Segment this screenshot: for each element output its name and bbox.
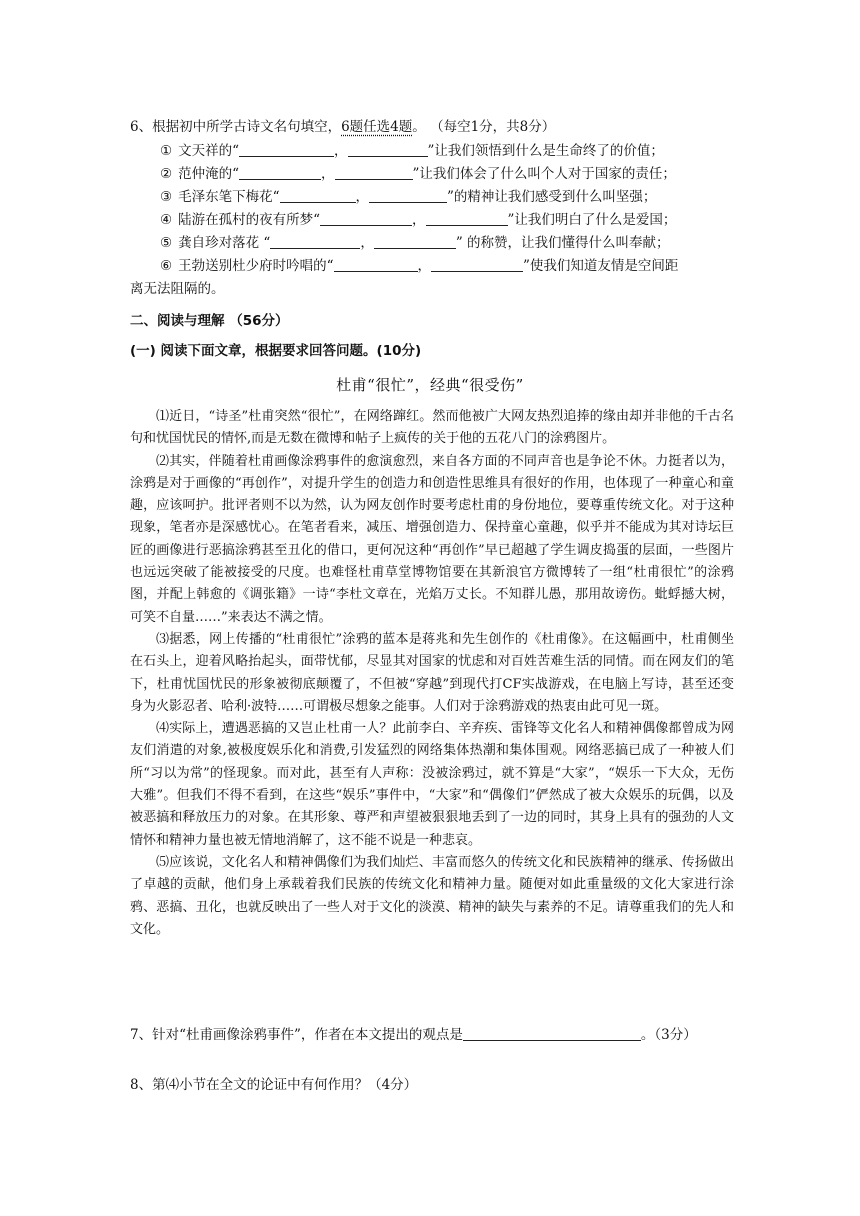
q6-item — [160, 163, 740, 186]
q6-item-continuation: 离无法阻隔的。 — [130, 281, 225, 297]
article-paragraph: ⑷实际上，遭遇恶搞的又岂止杜甫一人？此前李白、辛弃疾、雷锋等文化名人和精神偶像都曾成为网友们消遣的对象,被极度娱乐化和消费,引发猛烈的网络集体热潮和集体围观。网络恶搞已成了一种被人们所“习以为常”的怪现象。而对此，甚至有人声称：没被涂鸦过，就不算是“大家”，“娱乐一下大众，无伤大雅”。但我们不得不看到，在这些“娱乐”事件中，“大家”和“偶像们”俨然成了被大众娱乐的玩偶，以及被恶搞和释放压力的对象。在其形象、尊严和声望被狠狠地丢到了一边的同时，其身上具有的强劲的人文情怀和精神力量也被无情地消解了，这不能不说是一种悲哀。 — [130, 721, 734, 848]
article-paragraph: ⑴近日，“诗圣”杜甫突然“很忙”，在网络蹿红。然而他被广大网友热烈追捧的缘由却并非他的千古名句和忧国忧民的情怀,而是无数在微博和帖子上疯传的关于他的五花八门的涂鸦图片。 — [130, 409, 734, 447]
q6-item-after: ”的精神让我们感受到什么叫坚强； — [447, 189, 657, 205]
q6-item-mid: ， — [412, 212, 426, 228]
q6-item-mid: ， — [334, 143, 348, 159]
q6-item-after: ”使我们知道友情是空间距 — [523, 258, 679, 274]
q6-answer-blank[interactable] — [320, 210, 412, 226]
q6-item-before: 毛泽东笔下梅花“ — [178, 189, 280, 205]
q6-item — [160, 140, 740, 163]
q6-item-after: ”让我们领悟到什么是生命终了的价值； — [427, 143, 664, 159]
q6-answer-blank[interactable] — [348, 141, 428, 157]
q7-text: 7、针对“杜甫画像涂鸦事件”，作者在本文提出的观点是 — [130, 1027, 463, 1043]
article-body — [130, 406, 734, 941]
q6-item-after: ” 的称赞，让我们懂得什么叫奉献； — [455, 235, 670, 251]
q6-suffix: 。 （每空1分，共8分） — [412, 119, 556, 135]
q6-item-before: 龚自珍对落花 “ — [178, 235, 271, 251]
q6-item — [160, 255, 740, 278]
question-7 — [130, 1024, 730, 1047]
q6-item-number: ③ — [160, 189, 173, 205]
article-title: 杜甫“很忙”，经典“很受伤” — [336, 376, 524, 394]
article-paragraph: ⑵其实，伴随着杜甫画像涂鸦事件的愈演愈烈，来自各方面的不同声音也是争论不休。力挺者以为，涂鸦是对于画像的“再创作”，对提升学生的创造力和创造性思维具有很好的作用，也体现了一种童心和童趣，应该呵护。批评者则不以为然，认为网友创作时要考虑杜甫的身份地位，要尊重传统文化。对于这种现象，笔者亦是深感忧心。在笔者看来，减压、增强创造力、保持童心童趣，似乎并不能成为其对诗坛巨匠的画像进行恶搞涂鸦甚至丑化的借口，更何况这种“再创作”早已超越了学生调皮捣蛋的层面，一些图片也远远突破了能被接受的尺度。也难怪杜甫草堂博物馆要在其新浪官方微博转了一组“杜甫很忙”的涂鸦图，并配上韩愈的《调张籍》一诗“李杜文章在，光焰万丈长。不知群儿愚，那用故谤伤。蚍蜉撼大树，可笑不自量……”来表达不满之情。 — [130, 453, 734, 625]
q6-item — [160, 186, 740, 209]
q6-item-mid: ， — [417, 258, 432, 274]
q6-item-number: ⑤ — [160, 235, 173, 251]
article-paragraph: ⑶据悉，网上传播的“杜甫很忙”涂鸦的蓝本是蒋兆和先生创作的《杜甫像》。在这幅画中，杜甫侧坐在石头上，迎着风略抬起头，面带忧郁，尽显其对国家的忧虑和对百姓苦难生活的同情。而在网友们的笔下，杜甫忧国忧民的形象被彻底颠覆了，不但被“穿越”到现代打CF实战游戏，在电脑上写诗，甚至还变身为火影忍者、哈利·波特……可谓极尽想象之能事。人们对于涂鸦游戏的热衷由此可见一斑。 — [130, 631, 734, 714]
q6-item-before: 范仲淹的“ — [178, 166, 240, 182]
q6-dotted-instruction: 6题任选4题 — [341, 119, 413, 135]
q6-item-mid: ， — [360, 235, 374, 251]
q6-item-before: 文天祥的“ — [178, 143, 240, 159]
q6-item-mid: ， — [321, 166, 335, 182]
q6-item-after: ”让我们体会了什么叫个人对于国家的责任； — [412, 166, 676, 182]
q6-answer-blank[interactable] — [239, 141, 334, 157]
q7-answer-blank[interactable] — [463, 1025, 641, 1041]
q6-item-number: ① — [160, 143, 173, 159]
q6-answer-blank[interactable] — [280, 187, 356, 203]
q7-end: 。（3分） — [640, 1027, 697, 1043]
q6-item-before: 陆游在孤村的夜有所梦“ — [178, 212, 321, 228]
q6-item-number: ⑥ — [160, 258, 173, 274]
question-8: 8、第⑷小节在全文的论证中有何作用？（4分） — [130, 1077, 418, 1093]
q6-item-before: 王勃送别杜少府时吟唱的“ — [178, 258, 334, 274]
question-6-heading — [130, 116, 730, 139]
question-6-items — [130, 140, 740, 301]
q6-answer-blank[interactable] — [374, 233, 456, 249]
q6-item — [160, 232, 740, 255]
q6-answer-blank[interactable] — [335, 164, 413, 180]
q6-answer-blank[interactable] — [431, 256, 523, 272]
section-2-heading: 二、阅读与理解 （56分） — [130, 313, 289, 329]
q6-item — [160, 209, 740, 232]
q6-answer-blank[interactable] — [426, 210, 508, 226]
q6-answer-blank[interactable] — [369, 187, 447, 203]
q6-answer-blank[interactable] — [239, 164, 321, 180]
q6-item-mid: ， — [355, 189, 370, 205]
subsection-1-heading: (一) 阅读下面文章，根据要求回答问题。(10分) — [130, 343, 422, 359]
q6-answer-blank[interactable] — [334, 256, 418, 272]
q6-item-number: ④ — [160, 212, 173, 228]
article-paragraph: ⑸应该说，文化名人和精神偶像们为我们灿烂、丰富而悠久的传统文化和民族精神的继承、传扬做出了卓越的贡献，他们身上承载着我们民族的传统文化和精神力量。随便对如此重量级的文化大家进行涂鸦、恶搞、丑化，也就反映出了一些人对于文化的淡漠、精神的缺失与素养的不足。请尊重我们的先人和文化。 — [130, 854, 734, 937]
q6-item-after: ”让我们明白了什么是爱国； — [507, 212, 677, 228]
q6-prefix: 6、根据初中所学古诗文名句填空， — [130, 119, 342, 135]
q6-answer-blank[interactable] — [270, 233, 360, 249]
q6-item-number: ② — [160, 166, 173, 182]
